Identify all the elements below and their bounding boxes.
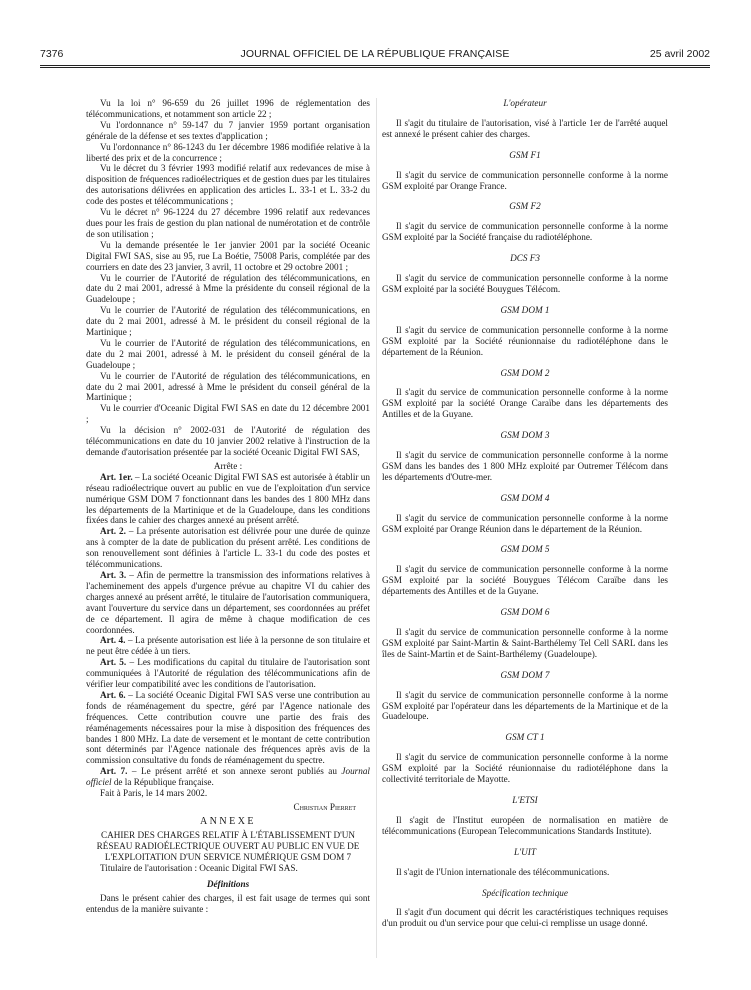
article-label: Art. 1er. [100,471,133,482]
visas-list [86,98,370,458]
definition-entry [382,305,668,358]
visa-paragraph: Vu le courrier de l'Autorité de régulation des télécommunications, en date du 2 mai 2001, adressé à M. le président du conseil régional de la Martinique ; [86,305,370,338]
left-column [86,98,370,915]
definition-term: L'opérateur [503,98,547,108]
definition-text: Il s'agit de l'Union internationale des télécommunications. [396,866,610,877]
header-rule-secondary [40,67,710,68]
definition-term: DCS F3 [510,253,540,264]
definition-term: GSM DOM 2 [500,367,550,378]
definition-term: L'ETSI [512,794,538,805]
definitions-intro: Dans le présent cahier des charges, il est fait usage de termes qui sont entendus de la manière suivante : [86,893,370,915]
visa-paragraph: Vu l'ordonnance n° 59-147 du 7 janvier 1959 portant organisation générale de la défense et ses textes d'application ; [86,119,370,141]
definition-entry [382,795,668,837]
visa-paragraph: Vu le courrier de l'Autorité de régulation des télécommunications, en date du 2 mai 2001, adressé à Mme la présidente du conseil régional de la Guadeloupe ; [86,272,370,305]
definition-text: Il s'agit du service de communication personnelle conforme à la norme GSM exploité par Orange Réunion dans le département de la Réunion. [382,512,668,534]
titulaire-line: Titulaire de l'autorisation : Oceanic Digital FWI SAS. [100,862,298,873]
definition-text: Il s'agit du service de communication personnelle conforme à la norme GSM exploité par la société Bouygues Télécom. [382,273,668,294]
definition-text: Il s'agit du service de communication personnelle conforme à la norme GSM exploité par la Société réunionnaise du radiotéléphone dans la collectivité territoriale de Mayotte. [382,752,668,785]
definition-entry [382,607,668,660]
definition-text: Il s'agit d'un document qui décrit les caractéristiques techniques requises d'un produit ou d'un service pour que celui-ci remplisse un usage donné. [382,907,668,929]
article-text: – Le présent arrêté et son annexe seront publiés au [127,766,342,777]
page-number: 7376 [40,48,64,60]
definition-term: GSM DOM 4 [500,492,550,503]
definition-entry [382,368,668,421]
article-label: Art. 7. [100,766,128,777]
signature: Christian Pierret [293,802,356,812]
article-paragraph [86,766,370,788]
article-text: de la République française. [111,777,214,788]
definitions-heading: Définitions [206,879,250,890]
article-text: – La présente autorisation est liée à la personne de son titulaire et ne peut être cédée à un tiers. [86,635,370,657]
annexe-heading: ANNEXE [199,815,257,827]
definition-term: GSM CT 1 [505,732,545,743]
article-paragraph [86,635,370,657]
definition-entry [382,150,668,192]
definition-text: Il s'agit du service de communication personnelle conforme à la norme GSM exploité par la société Bouygues Télécom Caraïbe dans les départements des Antilles et de la Guyane. [382,564,668,597]
article-label: Art. 4. [100,635,126,646]
article-text: – Afin de permettre la transmission des informations relatives à l'acheminement des appels d'urgence prévue au chapitre VI du cahier des charges annexé au présent arrêté, le titulaire de l'autorisation communiquera, avant l'ouverture du service dans un département, ses coordonnées au préfet de ce département. Il agira de même à chaque modification de ces coordonnées. [86,569,370,635]
header-rule [40,65,710,66]
definition-text: Il s'agit du service de communication personnelle conforme à la norme GSM exploité par la société Orange Caraïbe dans les départements des Antilles et de la Guyane. [382,387,668,420]
visa-paragraph: Vu la loi n° 96-659 du 26 juillet 1996 de réglementation des télécommunications, et notamment son article 22 ; [86,98,370,119]
definition-term: GSM DOM 6 [500,607,550,618]
journal-reference: Journal officiel [86,766,370,788]
right-column [382,98,668,929]
definition-text: Il s'agit du service de communication personnelle conforme à la norme GSM exploité par Orange France. [382,169,668,191]
definition-text: Il s'agit du service de communication personnelle conforme à la norme GSM exploité par Saint-Martin & Saint-Barthélemy Tel Cell SARL dans les îles de Saint-Martin et de Saint-Barthélemy (Guadeloupe). [382,627,668,659]
article-text: – La société Oceanic Digital FWI SAS est autorisée à établir un réseau radioélectrique ouvert au public en vue de l'exploitation d'un service numérique GSM DOM 7 fonctionnant dans les bandes des 1 800 MHz dans les départements de la Martinique et de la Guadeloupe, dans les conditions fixées dans le cahier des charges annexé au présent arrêté. [86,471,370,526]
definition-term: L'UIT [514,846,536,857]
definition-entry [382,253,668,295]
definition-term: Spécification technique [482,887,568,898]
definition-term: GSM DOM 1 [500,304,550,315]
article-text: – La société Oceanic Digital FWI SAS verse une contribution au fonds de réaménagement du spectre, géré par l'Agence nationale des fréquences. Cette contribution couvre une partie des frais des réaménagements nécessaires pour la mise à disposition des fréquences des bandes 1 800 MHz. La date de versement et le montant de cette contribution sont déterminés par l'Agence nationale des fréquences après avis de la commission consultative du fonds de réaménagement du spectre. [86,689,370,766]
definition-entry [382,670,668,723]
definition-text: Il s'agit du service de communication personnelle conforme à la norme GSM exploité par la Société française du radiotéléphone. [382,221,668,243]
visa-paragraph: Vu le décret n° 96-1224 du 27 décembre 1996 relatif aux redevances dues pour les frais de gestion du plan national de numérotation et de contrôle de son utilisation ; [86,207,370,239]
definition-entry [382,430,668,483]
definition-text: Il s'agit du service de communication personnelle conforme à la norme GSM dans les bandes des 1 800 MHz exploité par Outremer Télécom dans les départements d'Outre-mer. [382,450,668,482]
visa-paragraph: Vu le courrier de l'Autorité de régulation des télécommunications, en date du 2 mai 2001, adressé à Mme le président du conseil général de la Martinique ; [86,370,370,403]
article-paragraph [86,526,370,570]
annexe-title: CAHIER DES CHARGES RELATIF À L'ÉTABLISSEMENT D'UN RÉSEAU RADIOÉLECTRIQUE OUVERT AU PUBLIC EN VUE DE L'EXPLOITATION D'UN SERVICE NUMÉRIQUE GSM DOM 7 [96,829,360,862]
article-label: Art. 2. [100,526,126,537]
visa-paragraph: Vu le courrier d'Oceanic Digital FWI SAS en date du 12 décembre 2001 ; [86,403,370,425]
issue-date: 25 avril 2002 [649,48,710,60]
visa-paragraph: Vu le courrier de l'Autorité de régulation des télécommunications, en date du 2 mai 2001, adressé à M. le président du conseil général de la Guadeloupe ; [86,337,370,370]
definition-term: GSM DOM 3 [500,430,550,441]
definition-entry [382,98,668,140]
visa-paragraph: Vu la demande présentée le 1er janvier 2001 par la société Oceanic Digital FWI SAS, sise au 95, rue La Boétie, 75008 Paris, complétée par des courriers en date des 23 janvier, 3 avril, 11 octobre et 29 octobre 2001 ; [86,239,370,272]
journal-title: JOURNAL OFFICIEL DE LA RÉPUBLIQUE FRANÇAISE [240,48,510,60]
article-paragraph [86,472,370,527]
articles-list [86,472,370,788]
arrete-heading: Arrête : [213,460,243,471]
article-text: – La présente autorisation est délivrée pour une durée de quinze ans à compter de la date de publication du présent arrêté. Les conditions de son renouvellement sont définies à l'article L. 33-1 du code des postes et télécommunications. [86,526,370,570]
article-label: Art. 3. [100,569,127,580]
definition-text: Il s'agit de l'Institut européen de normalisation en matière de télécommunications (European Telecommunications Standards Institute). [382,814,668,836]
definition-term: GSM F1 [509,149,541,160]
column-divider [376,98,377,958]
article-label: Art. 6. [100,689,126,700]
article-paragraph [86,657,370,690]
page-header [40,48,710,64]
article-text: – Les modifications du capital du titulaire de l'autorisation sont communiquées à l'Autorité de régulation des télécommunications afin de vérifier leur compatibilité avec les conditions de l'autorisation. [86,657,370,690]
definition-text: Il s'agit du service de communication personnelle conforme à la norme GSM exploité par l'opérateur dans les départements de la Martinique et de la Guadeloupe. [382,689,668,722]
definition-entry [382,544,668,597]
article-paragraph [86,570,370,635]
definition-entry [382,201,668,243]
definition-entry [382,732,668,785]
definition-text: Il s'agit du service de communication personnelle conforme à la norme GSM exploité par la Société réunionnaise du radiotéléphone dans le département de la Réunion. [382,324,668,357]
visa-paragraph: Vu l'ordonnance n° 86-1243 du 1er décembre 1986 modifiée relative à la liberté des prix et de la concurrence ; [86,141,370,163]
definition-entry [382,847,668,878]
definition-text: Il s'agit du titulaire de l'autorisation, visé à l'article 1er de l'arrêté auquel est annexé le présent cahier des charges. [382,117,668,139]
article-label: Art. 5. [100,657,127,668]
fait-line: Fait à Paris, le 14 mars 2002. [100,788,208,799]
article-paragraph [86,690,370,766]
definition-entry [382,888,668,930]
visa-paragraph: Vu le décret du 3 février 1993 modifié relatif aux redevances de mise à disposition de fréquences radioélectriques et de gestion dues par les titulaires des autorisations délivrées en application des articles L. 33-1 et L. 33-2 du code des postes et télécommunications ; [86,163,370,207]
visa-paragraph: Vu la décision n° 2002-031 de l'Autorité de régulation des télécommunications en date du 10 janvier 2002 relative à l'instruction de la demande d'autorisation présentée par la société Oceanic Digital FWI SAS, [86,425,370,457]
definition-term: GSM DOM 5 [500,544,550,555]
definition-term: GSM F2 [509,201,541,212]
definition-term: GSM DOM 7 [500,669,550,680]
definition-entry [382,493,668,535]
